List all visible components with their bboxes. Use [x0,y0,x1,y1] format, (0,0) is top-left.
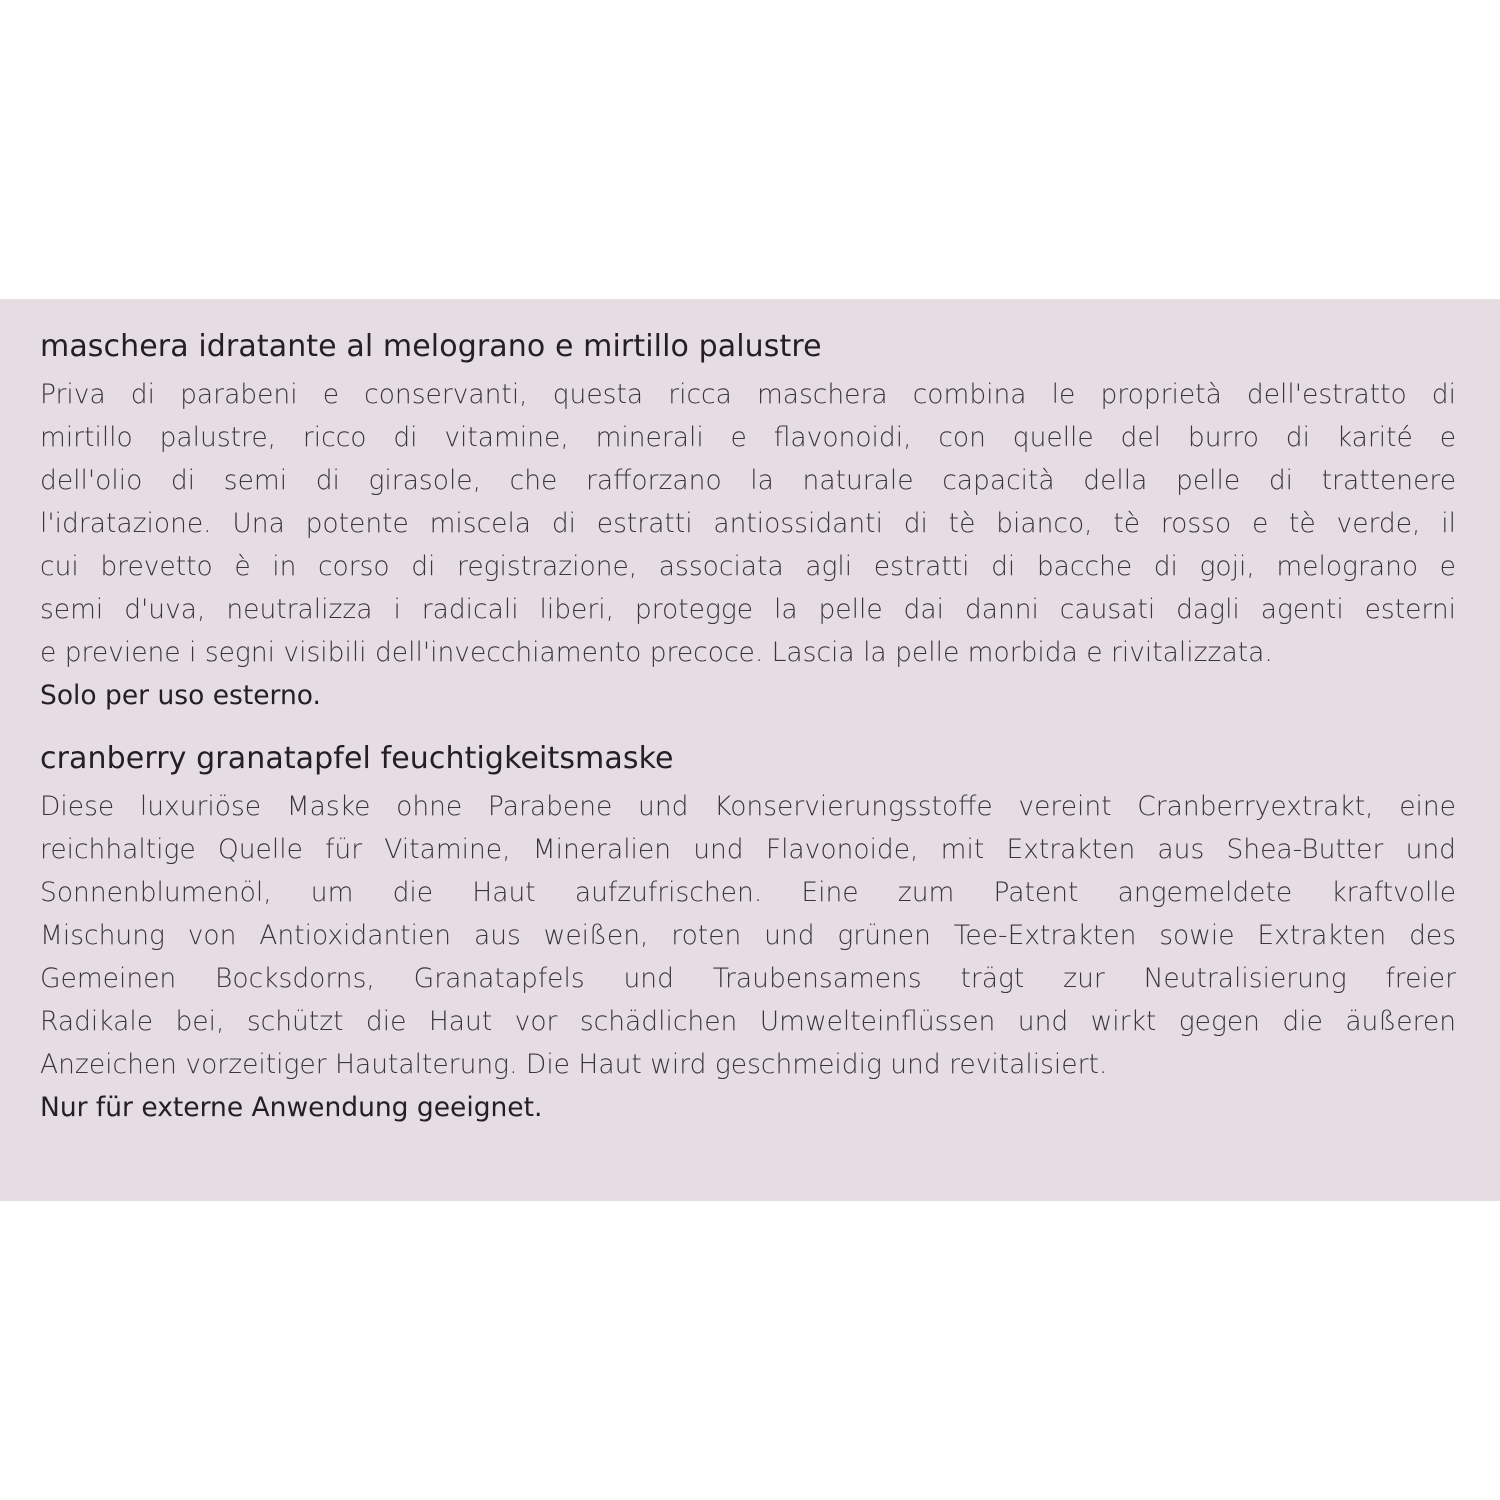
german-description-line: Sonnenblumenöl, um die Haut aufzufrischen. Eine zum Patent angemeldete kraftvolle [40,877,1456,908]
product-label-panel [0,299,1500,1201]
italian-description-line: e previene i segni visibili dell'invecchiamento precoce. Lascia la pelle morbida e rivitalizzata. [40,637,1273,668]
german-title: cranberry granatapfel feuchtigkeitsmaske [40,741,674,776]
italian-description-line: dell'olio di semi di girasole, che rafforzano la naturale capacità della pelle di trattenere [40,465,1456,496]
german-description-line: Radikale bei, schützt die Haut vor schädlichen Umwelteinflüssen und wirkt gegen die äußeren [40,1006,1456,1037]
italian-description-line: semi d'uva, neutralizza i radicali liberi, protegge la pelle dai danni causati dagli agenti esterni [40,594,1456,625]
german-description-line: Anzeichen vorzeitiger Hautalterung. Die Haut wird geschmeidig und revitalisiert. [40,1049,1108,1080]
german-description-line: Gemeinen Bocksdorns, Granatapfels und Traubensamens trägt zur Neutralisierung freier [40,963,1456,994]
german-usage-note: Nur für externe Anwendung geeignet. [40,1092,543,1123]
italian-section [40,325,1456,717]
italian-description-line: l'idratazione. Una potente miscela di estratti antiossidanti di tè bianco, tè rosso e tè verde, il [40,508,1456,539]
italian-description-line: Priva di parabeni e conservanti, questa ricca maschera combina le proprietà dell'estratto di [40,379,1456,410]
german-description [40,785,1456,1086]
italian-title: maschera idratante al melograno e mirtillo palustre [40,329,822,364]
german-description-line: reichhaltige Quelle für Vitamine, Mineralien und Flavonoide, mit Extrakten aus Shea-Butter und [40,834,1456,865]
italian-usage-note: Solo per uso esterno. [40,680,321,711]
italian-description [40,373,1456,674]
german-description-line: Diese luxuriöse Maske ohne Parabene und Konservierungsstoffe vereint Cranberryextrakt, eine [40,791,1456,822]
italian-description-line: cui brevetto è in corso di registrazione, associata agli estratti di bacche di goji, melograno e [40,551,1456,582]
italian-description-line: mirtillo palustre, ricco di vitamine, minerali e flavonoidi, con quelle del burro di karité e [40,422,1456,453]
german-description-line: Mischung von Antioxidantien aus weißen, roten und grünen Tee-Extrakten sowie Extrakten des [40,920,1456,951]
german-section [40,737,1456,1129]
